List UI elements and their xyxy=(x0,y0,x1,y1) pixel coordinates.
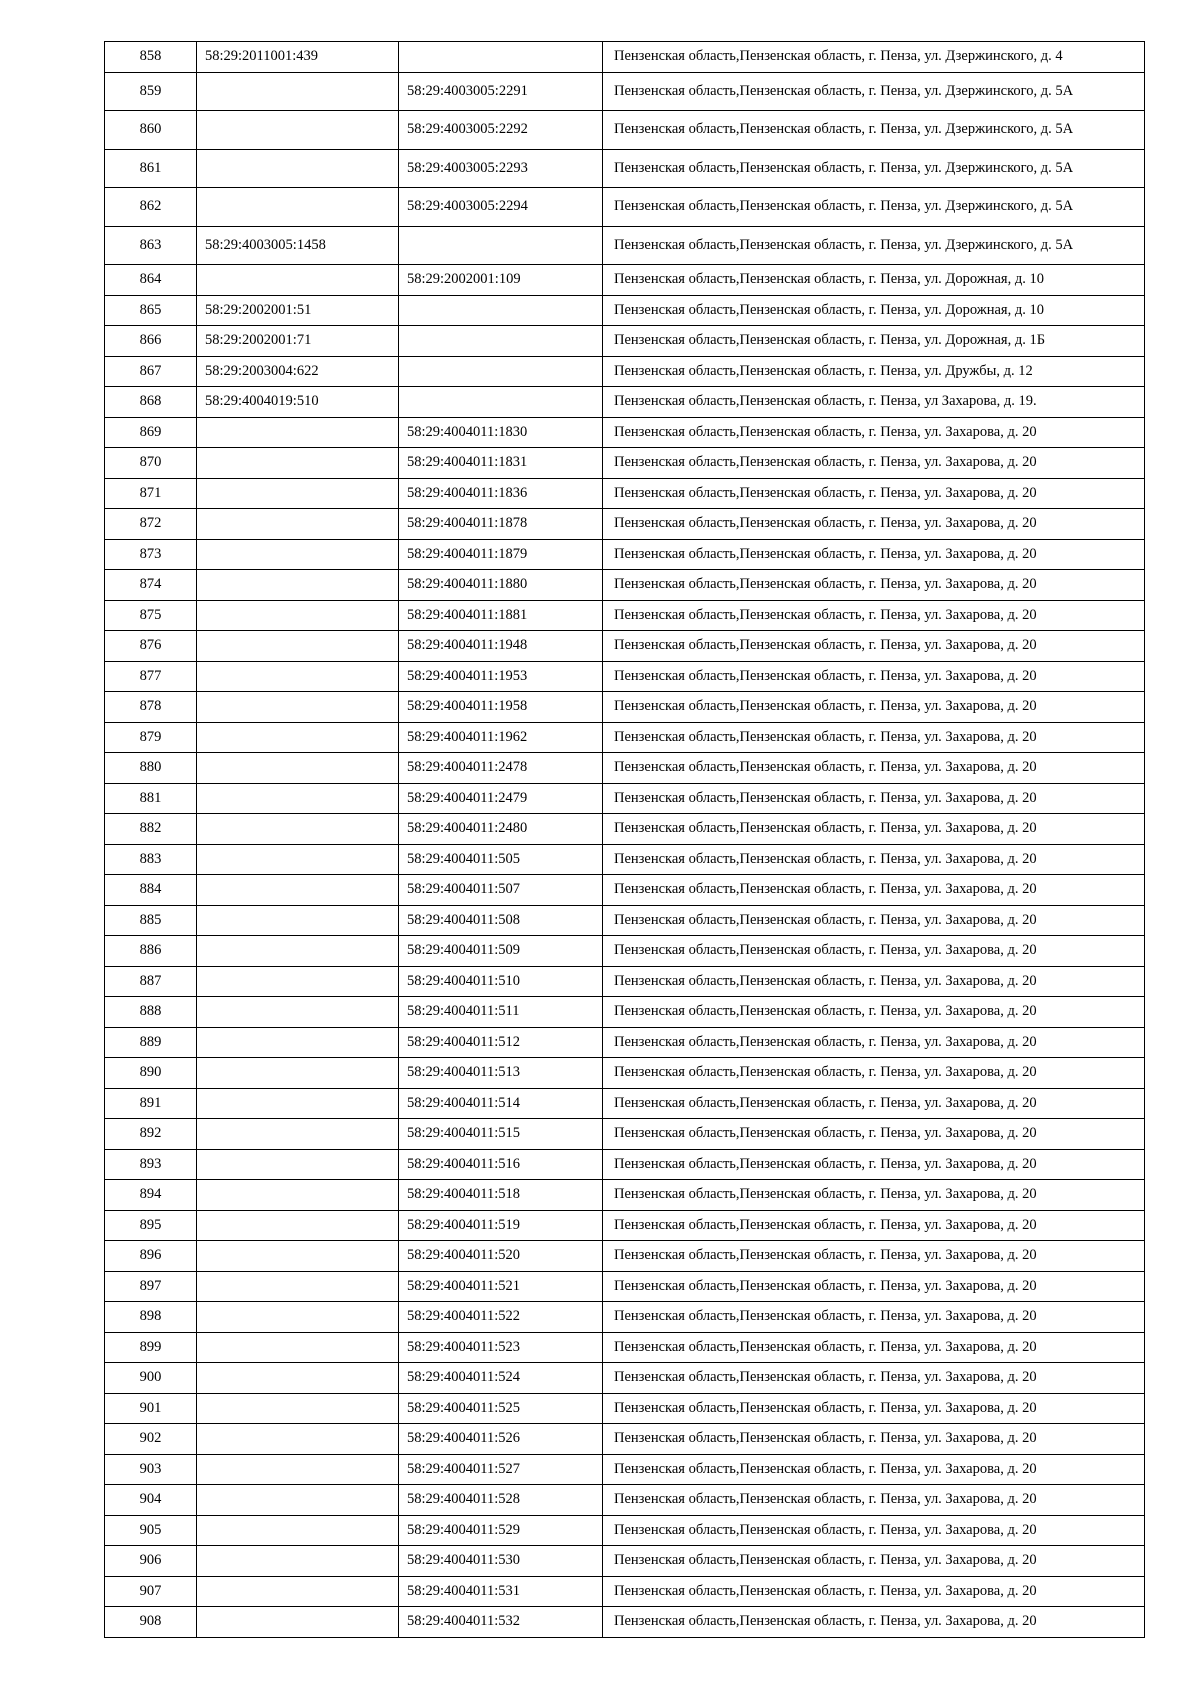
table-row xyxy=(105,1363,1145,1394)
table-row xyxy=(105,1546,1145,1577)
address-cell: Пензенская область,Пензенская область, г. Пенза, ул. Захарова, д. 20 xyxy=(603,1241,1145,1272)
row-number-cell: 866 xyxy=(105,326,197,357)
cadastral-number-2-cell: 58:29:4004011:522 xyxy=(399,1302,603,1333)
row-number-cell: 894 xyxy=(105,1180,197,1211)
cadastral-number-2-cell: 58:29:4004011:510 xyxy=(399,966,603,997)
cadastral-number-1-cell xyxy=(197,661,399,692)
cadastral-number-1-cell xyxy=(197,875,399,906)
address-cell: Пензенская область,Пензенская область, г. Пенза, ул. Захарова, д. 20 xyxy=(603,875,1145,906)
row-number-cell: 908 xyxy=(105,1607,197,1638)
address-cell: Пензенская область,Пензенская область, г. Пенза, ул. Захарова, д. 20 xyxy=(603,1119,1145,1150)
cadastral-number-2-cell: 58:29:4004011:527 xyxy=(399,1454,603,1485)
row-number-cell: 904 xyxy=(105,1485,197,1516)
table-row xyxy=(105,387,1145,418)
table-row xyxy=(105,1332,1145,1363)
table-row xyxy=(105,1119,1145,1150)
row-number-cell: 891 xyxy=(105,1088,197,1119)
row-number-cell: 884 xyxy=(105,875,197,906)
table-row xyxy=(105,631,1145,662)
cadastral-number-1-cell xyxy=(197,1058,399,1089)
row-number-cell: 882 xyxy=(105,814,197,845)
row-number-cell: 871 xyxy=(105,478,197,509)
table-row xyxy=(105,661,1145,692)
cadastral-number-1-cell xyxy=(197,1088,399,1119)
cadastral-number-2-cell: 58:29:4004011:1836 xyxy=(399,478,603,509)
row-number-cell: 886 xyxy=(105,936,197,967)
table-row xyxy=(105,1576,1145,1607)
cadastral-number-1-cell xyxy=(197,1546,399,1577)
table-row xyxy=(105,295,1145,326)
table-row xyxy=(105,1454,1145,1485)
address-cell: Пензенская область,Пензенская область, г. Пенза, ул. Захарова, д. 20 xyxy=(603,1088,1145,1119)
cadastral-number-1-cell xyxy=(197,814,399,845)
cadastral-number-2-cell: 58:29:4004011:1948 xyxy=(399,631,603,662)
address-cell: Пензенская область,Пензенская область, г. Пенза, ул. Захарова, д. 20 xyxy=(603,539,1145,570)
cadastral-number-1-cell xyxy=(197,478,399,509)
cadastral-number-1-cell xyxy=(197,1302,399,1333)
cadastral-number-1-cell xyxy=(197,905,399,936)
row-number-cell: 887 xyxy=(105,966,197,997)
cadastral-number-1-cell xyxy=(197,936,399,967)
table-row xyxy=(105,1180,1145,1211)
table-row xyxy=(105,1149,1145,1180)
cadastral-number-2-cell: 58:29:4004011:507 xyxy=(399,875,603,906)
row-number-cell: 901 xyxy=(105,1393,197,1424)
table-row xyxy=(105,570,1145,601)
row-number-cell: 865 xyxy=(105,295,197,326)
cadastral-number-2-cell xyxy=(399,42,603,73)
table-row xyxy=(105,814,1145,845)
table-row xyxy=(105,936,1145,967)
cadastral-number-2-cell: 58:29:4004011:1962 xyxy=(399,722,603,753)
cadastral-number-2-cell: 58:29:4004011:515 xyxy=(399,1119,603,1150)
table-row xyxy=(105,356,1145,387)
address-cell: Пензенская область,Пензенская область, г. Пенза, ул. Захарова, д. 20 xyxy=(603,1149,1145,1180)
address-cell: Пензенская область,Пензенская область, г. Пенза, ул. Захарова, д. 20 xyxy=(603,1454,1145,1485)
row-number-cell: 881 xyxy=(105,783,197,814)
cadastral-number-1-cell xyxy=(197,692,399,723)
cadastral-number-1-cell xyxy=(197,600,399,631)
cadastral-number-2-cell xyxy=(399,226,603,265)
cadastral-number-2-cell: 58:29:4004011:528 xyxy=(399,1485,603,1516)
table-row xyxy=(105,1302,1145,1333)
cadastral-number-1-cell xyxy=(197,539,399,570)
row-number-cell: 902 xyxy=(105,1424,197,1455)
table-row xyxy=(105,539,1145,570)
row-number-cell: 870 xyxy=(105,448,197,479)
cadastral-number-1-cell xyxy=(197,1180,399,1211)
row-number-cell: 867 xyxy=(105,356,197,387)
cadastral-number-2-cell: 58:29:4004011:508 xyxy=(399,905,603,936)
cadastral-number-1-cell xyxy=(197,1210,399,1241)
address-cell: Пензенская область,Пензенская область, г. Пенза, ул. Дзержинского, д. 5А xyxy=(603,111,1145,150)
table-row xyxy=(105,692,1145,723)
cadastral-number-1-cell xyxy=(197,570,399,601)
cadastral-number-2-cell: 58:29:4004011:2478 xyxy=(399,753,603,784)
cadastral-number-2-cell: 58:29:4003005:2292 xyxy=(399,111,603,150)
address-cell: Пензенская область,Пензенская область, г. Пенза, ул. Дзержинского, д. 5А xyxy=(603,72,1145,111)
address-cell: Пензенская область,Пензенская область, г. Пенза, ул. Захарова, д. 20 xyxy=(603,1515,1145,1546)
address-cell: Пензенская область,Пензенская область, г. Пенза, ул. Дзержинского, д. 5А xyxy=(603,188,1145,227)
row-number-cell: 869 xyxy=(105,417,197,448)
address-cell: Пензенская область,Пензенская область, г. Пенза, ул. Захарова, д. 20 xyxy=(603,966,1145,997)
row-number-cell: 858 xyxy=(105,42,197,73)
cadastral-number-2-cell: 58:29:4004011:513 xyxy=(399,1058,603,1089)
cadastral-number-2-cell: 58:29:4003005:2294 xyxy=(399,188,603,227)
cadastral-number-2-cell: 58:29:4004011:1878 xyxy=(399,509,603,540)
row-number-cell: 859 xyxy=(105,72,197,111)
cadastral-number-1-cell: 58:29:2002001:71 xyxy=(197,326,399,357)
address-cell: Пензенская область,Пензенская область, г. Пенза, ул. Захарова, д. 20 xyxy=(603,1485,1145,1516)
cadastral-number-2-cell xyxy=(399,356,603,387)
address-cell: Пензенская область,Пензенская область, г. Пенза, ул. Захарова, д. 20 xyxy=(603,722,1145,753)
address-cell: Пензенская область,Пензенская область, г. Пенза, ул. Захарова, д. 20 xyxy=(603,1302,1145,1333)
table-row xyxy=(105,1058,1145,1089)
address-cell: Пензенская область,Пензенская область, г. Пенза, ул. Дорожная, д. 10 xyxy=(603,265,1145,296)
address-cell: Пензенская область,Пензенская область, г. Пенза, ул. Захарова, д. 20 xyxy=(603,936,1145,967)
row-number-cell: 860 xyxy=(105,111,197,150)
row-number-cell: 879 xyxy=(105,722,197,753)
address-cell: Пензенская область,Пензенская область, г. Пенза, ул. Захарова, д. 20 xyxy=(603,1332,1145,1363)
table-row xyxy=(105,905,1145,936)
cadastral-number-1-cell xyxy=(197,1607,399,1638)
table-row xyxy=(105,326,1145,357)
row-number-cell: 875 xyxy=(105,600,197,631)
address-cell: Пензенская область,Пензенская область, г. Пенза, ул. Захарова, д. 20 xyxy=(603,692,1145,723)
address-cell: Пензенская область,Пензенская область, г. Пенза, ул. Захарова, д. 20 xyxy=(603,1058,1145,1089)
address-cell: Пензенская область,Пензенская область, г. Пенза, ул. Захарова, д. 20 xyxy=(603,1271,1145,1302)
address-cell: Пензенская область,Пензенская область, г. Пенза, ул. Захарова, д. 20 xyxy=(603,478,1145,509)
row-number-cell: 872 xyxy=(105,509,197,540)
row-number-cell: 890 xyxy=(105,1058,197,1089)
cadastral-number-2-cell: 58:29:4004011:509 xyxy=(399,936,603,967)
row-number-cell: 873 xyxy=(105,539,197,570)
cadastral-number-2-cell: 58:29:4004011:516 xyxy=(399,1149,603,1180)
cadastral-number-2-cell xyxy=(399,295,603,326)
row-number-cell: 876 xyxy=(105,631,197,662)
cadastral-number-2-cell xyxy=(399,326,603,357)
address-cell: Пензенская область,Пензенская область, г. Пенза, ул. Захарова, д. 20 xyxy=(603,600,1145,631)
row-number-cell: 877 xyxy=(105,661,197,692)
cadastral-number-1-cell xyxy=(197,1576,399,1607)
cadastral-number-1-cell xyxy=(197,1454,399,1485)
table-row xyxy=(105,875,1145,906)
address-cell: Пензенская область,Пензенская область, г. Пенза, ул. Захарова, д. 20 xyxy=(603,1393,1145,1424)
table-row xyxy=(105,783,1145,814)
address-cell: Пензенская область,Пензенская область, г. Пенза, ул Захарова, д. 19. xyxy=(603,387,1145,418)
row-number-cell: 862 xyxy=(105,188,197,227)
cadastral-number-1-cell xyxy=(197,509,399,540)
row-number-cell: 896 xyxy=(105,1241,197,1272)
address-cell: Пензенская область,Пензенская область, г. Пенза, ул. Дорожная, д. 1Б xyxy=(603,326,1145,357)
row-number-cell: 861 xyxy=(105,149,197,188)
address-cell: Пензенская область,Пензенская область, г. Пенза, ул. Дзержинского, д. 5А xyxy=(603,149,1145,188)
table-row xyxy=(105,600,1145,631)
cadastral-number-1-cell: 58:29:4004019:510 xyxy=(197,387,399,418)
table-row xyxy=(105,42,1145,73)
address-cell: Пензенская область,Пензенская область, г. Пенза, ул. Захарова, д. 20 xyxy=(603,1576,1145,1607)
cadastral-number-2-cell: 58:29:4004011:1879 xyxy=(399,539,603,570)
cadastral-number-2-cell: 58:29:4004011:1830 xyxy=(399,417,603,448)
address-cell: Пензенская область,Пензенская область, г. Пенза, ул. Захарова, д. 20 xyxy=(603,844,1145,875)
address-cell: Пензенская область,Пензенская область, г. Пенза, ул. Захарова, д. 20 xyxy=(603,631,1145,662)
table-row xyxy=(105,417,1145,448)
row-number-cell: 883 xyxy=(105,844,197,875)
address-cell: Пензенская область,Пензенская область, г. Пенза, ул. Захарова, д. 20 xyxy=(603,417,1145,448)
cadastral-number-2-cell: 58:29:4003005:2293 xyxy=(399,149,603,188)
table-row xyxy=(105,265,1145,296)
cadastral-number-2-cell: 58:29:2002001:109 xyxy=(399,265,603,296)
address-cell: Пензенская область,Пензенская область, г. Пенза, ул. Дзержинского, д. 5А xyxy=(603,226,1145,265)
address-cell: Пензенская область,Пензенская область, г. Пенза, ул. Дорожная, д. 10 xyxy=(603,295,1145,326)
cadastral-number-2-cell: 58:29:4004011:1953 xyxy=(399,661,603,692)
row-number-cell: 905 xyxy=(105,1515,197,1546)
cadastral-number-2-cell: 58:29:4004011:530 xyxy=(399,1546,603,1577)
cadastral-number-2-cell: 58:29:4004011:512 xyxy=(399,1027,603,1058)
table-row xyxy=(105,1515,1145,1546)
row-number-cell: 885 xyxy=(105,905,197,936)
table-row xyxy=(105,1088,1145,1119)
cadastral-number-1-cell xyxy=(197,448,399,479)
cadastral-number-1-cell: 58:29:2002001:51 xyxy=(197,295,399,326)
cadastral-number-1-cell xyxy=(197,1119,399,1150)
cadastral-number-1-cell xyxy=(197,722,399,753)
address-cell: Пензенская область,Пензенская область, г. Пенза, ул. Захарова, д. 20 xyxy=(603,1546,1145,1577)
table-row xyxy=(105,478,1145,509)
row-number-cell: 874 xyxy=(105,570,197,601)
cadastral-number-2-cell: 58:29:4004011:525 xyxy=(399,1393,603,1424)
table-row xyxy=(105,111,1145,150)
address-cell: Пензенская область,Пензенская область, г. Пенза, ул. Захарова, д. 20 xyxy=(603,570,1145,601)
cadastral-number-1-cell xyxy=(197,1149,399,1180)
row-number-cell: 899 xyxy=(105,1332,197,1363)
row-number-cell: 897 xyxy=(105,1271,197,1302)
row-number-cell: 895 xyxy=(105,1210,197,1241)
row-number-cell: 898 xyxy=(105,1302,197,1333)
table-row xyxy=(105,1424,1145,1455)
cadastral-number-2-cell: 58:29:4004011:523 xyxy=(399,1332,603,1363)
cadastral-number-1-cell xyxy=(197,149,399,188)
table-row xyxy=(105,844,1145,875)
row-number-cell: 889 xyxy=(105,1027,197,1058)
cadastral-number-1-cell xyxy=(197,265,399,296)
table-row xyxy=(105,72,1145,111)
cadastral-number-2-cell: 58:29:4004011:1831 xyxy=(399,448,603,479)
table-row xyxy=(105,188,1145,227)
cadastral-number-2-cell: 58:29:4004011:2479 xyxy=(399,783,603,814)
address-cell: Пензенская область,Пензенская область, г. Пенза, ул. Захарова, д. 20 xyxy=(603,905,1145,936)
cadastral-number-1-cell xyxy=(197,966,399,997)
address-cell: Пензенская область,Пензенская область, г. Пенза, ул. Захарова, д. 20 xyxy=(603,1424,1145,1455)
row-number-cell: 906 xyxy=(105,1546,197,1577)
cadastral-number-1-cell xyxy=(197,417,399,448)
cadastral-number-2-cell: 58:29:4004011:1880 xyxy=(399,570,603,601)
address-cell: Пензенская область,Пензенская область, г. Пенза, ул. Захарова, д. 20 xyxy=(603,753,1145,784)
table-row xyxy=(105,1271,1145,1302)
cadastral-number-2-cell: 58:29:4004011:511 xyxy=(399,997,603,1028)
table-row xyxy=(105,226,1145,265)
address-cell: Пензенская область,Пензенская область, г. Пенза, ул. Дзержинского, д. 4 xyxy=(603,42,1145,73)
cadastral-number-1-cell xyxy=(197,1485,399,1516)
cadastral-number-1-cell xyxy=(197,1515,399,1546)
table-body xyxy=(105,42,1145,1638)
cadastral-number-1-cell xyxy=(197,1241,399,1272)
cadastral-number-2-cell: 58:29:4004011:519 xyxy=(399,1210,603,1241)
cadastral-number-1-cell xyxy=(197,1027,399,1058)
cadastral-number-2-cell: 58:29:4004011:531 xyxy=(399,1576,603,1607)
address-cell: Пензенская область,Пензенская область, г. Пенза, ул. Захарова, д. 20 xyxy=(603,1607,1145,1638)
table-row xyxy=(105,753,1145,784)
cadastral-number-1-cell xyxy=(197,844,399,875)
cadastral-number-2-cell: 58:29:4004011:518 xyxy=(399,1180,603,1211)
row-number-cell: 903 xyxy=(105,1454,197,1485)
address-cell: Пензенская область,Пензенская область, г. Пенза, ул. Дружбы, д. 12 xyxy=(603,356,1145,387)
address-cell: Пензенская область,Пензенская область, г. Пенза, ул. Захарова, д. 20 xyxy=(603,661,1145,692)
cadastral-number-1-cell xyxy=(197,631,399,662)
table-row xyxy=(105,1485,1145,1516)
row-number-cell: 888 xyxy=(105,997,197,1028)
row-number-cell: 880 xyxy=(105,753,197,784)
address-cell: Пензенская область,Пензенская область, г. Пенза, ул. Захарова, д. 20 xyxy=(603,1210,1145,1241)
cadastral-number-1-cell: 58:29:2011001:439 xyxy=(197,42,399,73)
address-cell: Пензенская область,Пензенская область, г. Пенза, ул. Захарова, д. 20 xyxy=(603,997,1145,1028)
cadastral-table xyxy=(104,41,1145,1638)
row-number-cell: 864 xyxy=(105,265,197,296)
row-number-cell: 878 xyxy=(105,692,197,723)
address-cell: Пензенская область,Пензенская область, г. Пенза, ул. Захарова, д. 20 xyxy=(603,509,1145,540)
table-row xyxy=(105,1210,1145,1241)
table-row xyxy=(105,1027,1145,1058)
cadastral-number-2-cell: 58:29:4004011:2480 xyxy=(399,814,603,845)
cadastral-number-2-cell: 58:29:4004011:1881 xyxy=(399,600,603,631)
address-cell: Пензенская область,Пензенская область, г. Пенза, ул. Захарова, д. 20 xyxy=(603,1027,1145,1058)
row-number-cell: 900 xyxy=(105,1363,197,1394)
cadastral-number-2-cell: 58:29:4004011:514 xyxy=(399,1088,603,1119)
row-number-cell: 907 xyxy=(105,1576,197,1607)
row-number-cell: 868 xyxy=(105,387,197,418)
cadastral-number-2-cell: 58:29:4003005:2291 xyxy=(399,72,603,111)
address-cell: Пензенская область,Пензенская область, г. Пенза, ул. Захарова, д. 20 xyxy=(603,814,1145,845)
cadastral-number-2-cell: 58:29:4004011:532 xyxy=(399,1607,603,1638)
cadastral-number-2-cell: 58:29:4004011:529 xyxy=(399,1515,603,1546)
table-row xyxy=(105,509,1145,540)
table-row xyxy=(105,722,1145,753)
table-row xyxy=(105,1607,1145,1638)
cadastral-number-1-cell xyxy=(197,783,399,814)
cadastral-number-1-cell: 58:29:4003005:1458 xyxy=(197,226,399,265)
table-row xyxy=(105,997,1145,1028)
cadastral-number-2-cell: 58:29:4004011:526 xyxy=(399,1424,603,1455)
cadastral-number-1-cell xyxy=(197,1332,399,1363)
table-row xyxy=(105,1241,1145,1272)
cadastral-number-2-cell: 58:29:4004011:1958 xyxy=(399,692,603,723)
cadastral-number-2-cell: 58:29:4004011:521 xyxy=(399,1271,603,1302)
address-cell: Пензенская область,Пензенская область, г. Пенза, ул. Захарова, д. 20 xyxy=(603,1363,1145,1394)
cadastral-number-1-cell xyxy=(197,1363,399,1394)
cadastral-number-2-cell xyxy=(399,387,603,418)
cadastral-number-2-cell: 58:29:4004011:520 xyxy=(399,1241,603,1272)
cadastral-number-1-cell xyxy=(197,1424,399,1455)
cadastral-number-1-cell xyxy=(197,72,399,111)
table-row xyxy=(105,448,1145,479)
row-number-cell: 863 xyxy=(105,226,197,265)
address-cell: Пензенская область,Пензенская область, г. Пенза, ул. Захарова, д. 20 xyxy=(603,783,1145,814)
cadastral-number-1-cell xyxy=(197,1393,399,1424)
cadastral-number-2-cell: 58:29:4004011:505 xyxy=(399,844,603,875)
address-cell: Пензенская область,Пензенская область, г. Пенза, ул. Захарова, д. 20 xyxy=(603,448,1145,479)
document-page xyxy=(104,41,1144,1638)
row-number-cell: 892 xyxy=(105,1119,197,1150)
cadastral-number-1-cell xyxy=(197,997,399,1028)
cadastral-number-2-cell: 58:29:4004011:524 xyxy=(399,1363,603,1394)
table-row xyxy=(105,966,1145,997)
cadastral-number-1-cell xyxy=(197,1271,399,1302)
row-number-cell: 893 xyxy=(105,1149,197,1180)
cadastral-number-1-cell: 58:29:2003004:622 xyxy=(197,356,399,387)
cadastral-number-1-cell xyxy=(197,111,399,150)
table-row xyxy=(105,1393,1145,1424)
address-cell: Пензенская область,Пензенская область, г. Пенза, ул. Захарова, д. 20 xyxy=(603,1180,1145,1211)
table-row xyxy=(105,149,1145,188)
cadastral-number-1-cell xyxy=(197,188,399,227)
cadastral-number-1-cell xyxy=(197,753,399,784)
